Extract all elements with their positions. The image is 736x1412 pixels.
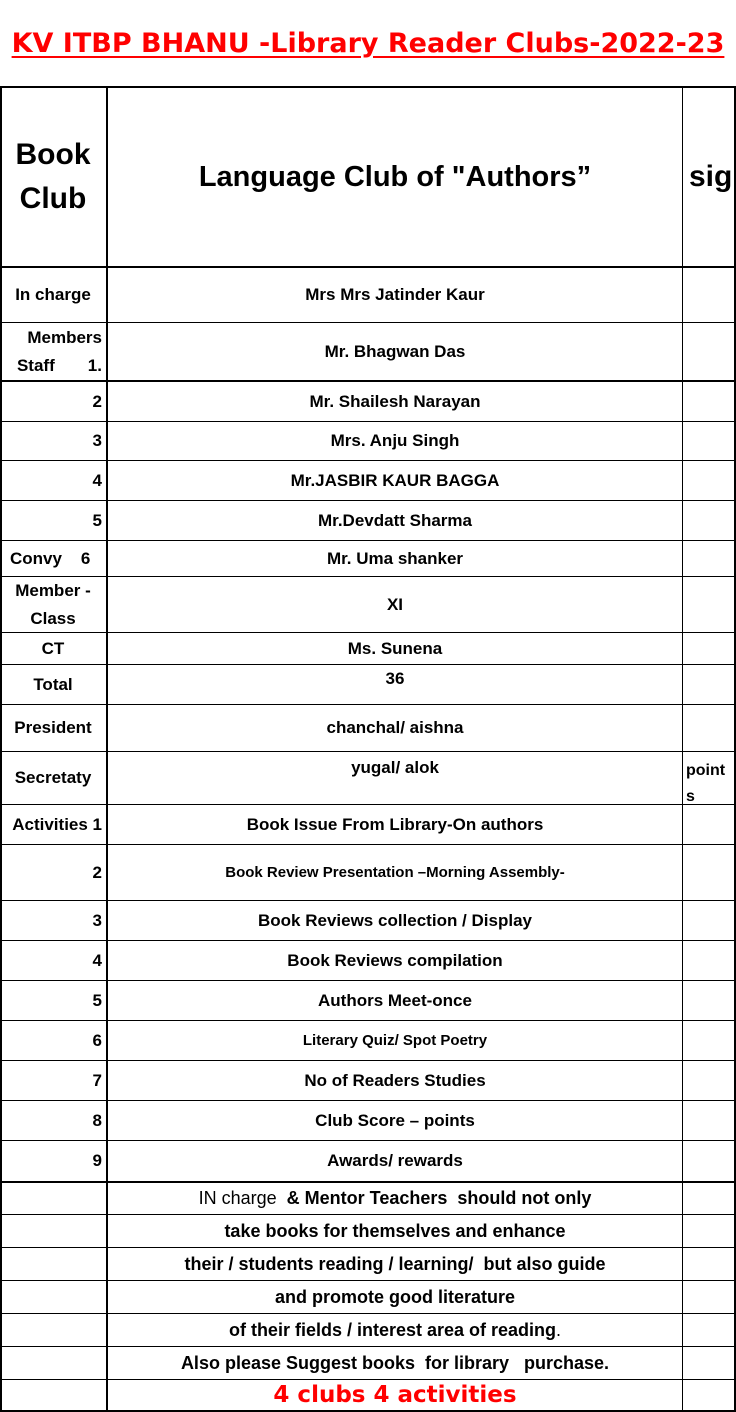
row-value: 36 <box>106 665 682 704</box>
header-book-club-line1: Book <box>15 138 91 171</box>
footer-row <box>0 1379 736 1410</box>
sig-cell <box>682 665 736 704</box>
activity-row <box>0 900 736 940</box>
row-value: Mr. Shailesh Narayan <box>106 382 682 421</box>
activity-value: Book Reviews collection / Display <box>106 901 682 940</box>
note-line-5-a: of their fields / interest area of reading <box>228 1319 557 1340</box>
row-label <box>0 323 106 380</box>
activity-value: Book Review Presentation –Morning Assembly- <box>106 845 682 900</box>
sig-cell <box>682 1281 736 1313</box>
activity-label: 9 <box>92 1151 102 1170</box>
table-row <box>0 576 736 632</box>
note-line-5-b: . <box>556 1319 562 1340</box>
activity-label: 5 <box>92 990 102 1010</box>
activity-value: Awards/ rewards <box>106 1141 682 1181</box>
row-label: 3 <box>92 431 102 450</box>
sig-cell-points: point s <box>682 752 736 804</box>
row-label: 4 <box>92 470 102 490</box>
footer-text: 4 clubs 4 activities <box>106 1380 682 1410</box>
header-book-club-line2: Club <box>19 182 87 215</box>
note-line-2: take books for themselves and enhance <box>106 1215 682 1247</box>
activity-row <box>0 1020 736 1060</box>
sig-cell <box>682 541 736 576</box>
row-value: Mr.Devdatt Sharma <box>106 501 682 540</box>
activity-row <box>0 980 736 1020</box>
sig-cell <box>682 1021 736 1060</box>
sig-cell <box>682 323 736 380</box>
note-line-1-a: IN charge <box>198 1188 282 1208</box>
activity-value: Authors Meet-once <box>106 981 682 1020</box>
row-value: XI <box>106 577 682 632</box>
note-row <box>0 1313 736 1346</box>
note-row <box>0 1181 736 1214</box>
empty-cell <box>0 1183 106 1214</box>
sig-cell <box>682 461 736 500</box>
activity-row <box>0 844 736 900</box>
activity-value: Literary Quiz/ Spot Poetry <box>106 1021 682 1060</box>
empty-cell <box>0 1380 106 1410</box>
sig-cell <box>682 1101 736 1140</box>
sig-cell <box>682 382 736 421</box>
sig-cell <box>682 1248 736 1280</box>
note-line-4: and promote good literature <box>106 1281 682 1313</box>
note-row <box>0 1280 736 1313</box>
note-line-5 <box>106 1314 682 1346</box>
activity-label: 7 <box>92 1070 102 1090</box>
note-line-1 <box>106 1183 682 1214</box>
row-label-line2: Class <box>30 608 76 628</box>
row-label: Total <box>33 674 73 694</box>
activity-label: 2 <box>92 862 102 882</box>
sig-cell <box>682 901 736 940</box>
row-label: 5 <box>92 510 102 530</box>
row-value: Ms. Sunena <box>106 633 682 664</box>
empty-cell <box>0 1314 106 1346</box>
table-row <box>0 664 736 704</box>
sig-cell <box>682 268 736 322</box>
activity-label: 3 <box>92 910 102 930</box>
sig-cell <box>682 805 736 844</box>
header-book-club <box>0 88 106 266</box>
table-row <box>0 460 736 500</box>
note-line-3: their / students reading / learning/ but also guide <box>106 1248 682 1280</box>
activity-label: 8 <box>92 1110 102 1130</box>
note-row <box>0 1247 736 1280</box>
table-row <box>0 632 736 664</box>
sig-cell <box>682 1380 736 1410</box>
table-row <box>0 540 736 576</box>
row-label: In charge <box>15 285 91 304</box>
table-row <box>0 751 736 804</box>
header-sig: sig <box>682 88 736 266</box>
sig-cell <box>682 1347 736 1379</box>
activity-row <box>0 1100 736 1140</box>
row-label: Secretaty <box>14 768 92 787</box>
header-row <box>0 88 736 266</box>
row-value: yugal/ alok <box>106 752 682 804</box>
activity-label: Activities 1 <box>12 814 102 834</box>
sig-cell <box>682 633 736 664</box>
row-value: Mr. Bhagwan Das <box>106 323 682 380</box>
sig-cell <box>682 981 736 1020</box>
empty-cell <box>0 1281 106 1313</box>
empty-cell <box>0 1215 106 1247</box>
table-row <box>0 380 736 421</box>
row-label-line2: Staff 1. <box>16 355 102 375</box>
table-row <box>0 704 736 751</box>
row-label: Convy 6 <box>10 548 91 568</box>
row-value: Mr.JASBIR KAUR BAGGA <box>106 461 682 500</box>
sig-cell <box>682 422 736 460</box>
row-value: Mrs Mrs Jatinder Kaur <box>106 268 682 322</box>
empty-cell <box>0 1347 106 1379</box>
sig-cell <box>682 941 736 980</box>
note-line-6: Also please Suggest books for library purchase. <box>106 1347 682 1379</box>
activity-row <box>0 1140 736 1181</box>
row-value: Mr. Uma shanker <box>106 541 682 576</box>
empty-cell <box>0 1248 106 1280</box>
row-label: 2 <box>92 391 102 411</box>
activity-row <box>0 804 736 844</box>
table-row <box>0 266 736 322</box>
sig-cell <box>682 845 736 900</box>
row-label: CT <box>41 638 65 658</box>
table-row <box>0 421 736 460</box>
activity-label: 6 <box>92 1030 102 1050</box>
row-label: President <box>14 718 92 737</box>
note-row <box>0 1346 736 1379</box>
activity-label: 4 <box>92 950 102 970</box>
activity-value: Club Score – points <box>106 1101 682 1140</box>
note-line-1-b: & Mentor Teachers should not only <box>281 1188 592 1208</box>
table-row <box>0 500 736 540</box>
activity-value: No of Readers Studies <box>106 1061 682 1100</box>
sig-cell <box>682 1061 736 1100</box>
activity-value: Book Issue From Library-On authors <box>106 805 682 844</box>
sig-cell <box>682 577 736 632</box>
row-value: Mrs. Anju Singh <box>106 422 682 460</box>
sig-cell <box>682 1215 736 1247</box>
row-label-line1: Member - <box>15 580 91 600</box>
row-label-line1: Members <box>27 327 102 347</box>
sig-cell <box>682 1314 736 1346</box>
sig-cell <box>682 1183 736 1214</box>
sig-cell <box>682 705 736 751</box>
sig-cell <box>682 1141 736 1181</box>
sig-cell <box>682 501 736 540</box>
row-label <box>0 577 106 632</box>
header-club-name: Language Club of "Authors” <box>106 88 682 266</box>
page-title: KV ITBP BHANU -Library Reader Clubs-2022-23 <box>11 27 725 59</box>
table-row <box>0 322 736 380</box>
activity-row <box>0 1060 736 1100</box>
row-value: chanchal/ aishna <box>106 705 682 751</box>
note-row <box>0 1214 736 1247</box>
activity-row <box>0 940 736 980</box>
activity-value: Book Reviews compilation <box>106 941 682 980</box>
